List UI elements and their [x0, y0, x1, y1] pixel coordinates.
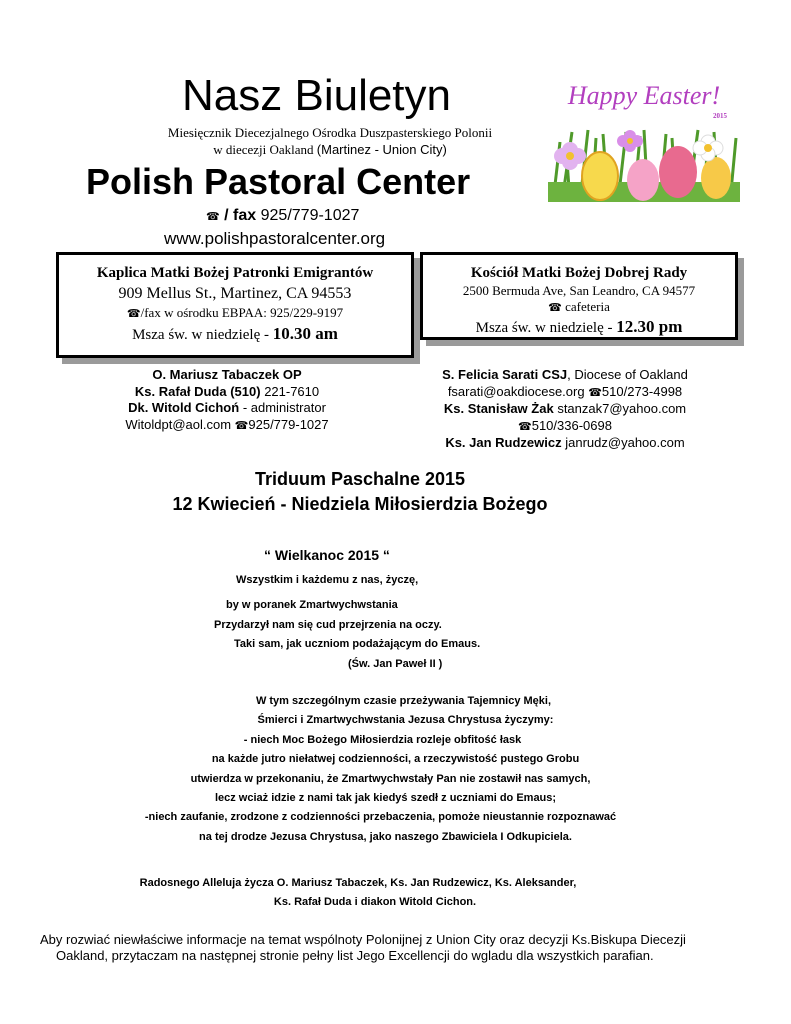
subtitle-line-2	[130, 141, 530, 158]
contact-duda	[110, 384, 344, 401]
contacts-right	[418, 367, 712, 452]
poem-line-2: by w poranek Zmartwychwstania	[226, 599, 398, 611]
poem-title: “ Wielkanoc 2015 “	[264, 547, 390, 563]
contact-phone: 221-7610	[264, 383, 320, 399]
contact-email[interactable]: janrudz@yahoo.com	[565, 435, 685, 450]
contact-name: Ks. Jan Rudzewicz	[445, 435, 562, 450]
section-headings	[100, 467, 620, 517]
phone-icon: ☎	[234, 419, 249, 432]
wish-line: W tym szczególnym czasie przeżywania Tajemnicy Męki,	[255, 695, 552, 707]
contact-sarati	[418, 367, 712, 384]
church1-mass-time: 10.30 am	[272, 324, 338, 343]
church2-mass-time: 12.30 pm	[616, 317, 683, 336]
contact-email[interactable]: fsarati@oakdiocese.org	[447, 383, 585, 399]
contact-email[interactable]: Witoldpt@aol.com	[125, 416, 232, 432]
phone-icon: ☎	[548, 302, 562, 314]
church1-mass	[59, 323, 411, 346]
contact-phone: 510/336-0698	[531, 417, 612, 433]
easter-image	[548, 72, 740, 202]
contact-phone: 510/273-4998	[601, 383, 683, 399]
wish-line: Śmierci i Zmartwychwstania Jezusa Chrystusa życzymy:	[257, 714, 554, 727]
contact-email[interactable]: stanzak7@yahoo.com	[557, 401, 687, 416]
footer-note	[40, 932, 780, 964]
contact-zak	[418, 401, 712, 418]
church2-address: 2500 Bermuda Ave, San Leandro, CA 94577	[462, 283, 696, 298]
phone-icon: ☎	[518, 420, 532, 433]
bulletin-title: Nasz Biuletyn	[182, 71, 452, 120]
church2-mass-label: Msza św. w niedzielę -	[475, 320, 613, 336]
church1-phone: /fax w ośrodku EBPAA: 925/229-9197	[140, 305, 344, 320]
wishes-block	[0, 692, 791, 847]
wish-line: na każde jutro niełatwej codzienności, a rzeczywistość pustego Grobu	[211, 753, 580, 766]
church2-phone: cafeteria	[565, 299, 610, 314]
church-box-martinez	[56, 252, 414, 358]
heading-triduum: Triduum Paschalne 2015	[254, 469, 466, 489]
church2-phone-line	[423, 299, 735, 316]
contact-role: - administrator	[242, 400, 326, 415]
contact-cichon	[110, 400, 344, 417]
contact-name: S. Felicia Sarati CSJ	[442, 367, 568, 382]
church1-mass-label: Msza św. w niedzielę -	[132, 327, 269, 343]
phone-number: 925/779-1027	[260, 207, 360, 224]
subtitle-diocese: w diecezji Oakland	[213, 142, 314, 157]
contact-name: Dk. Witold Cichoń	[128, 400, 240, 415]
wishes-signature-2: Ks. Rafał Duda i diakon Witold Cichon.	[273, 896, 477, 908]
center-phone	[206, 206, 359, 227]
center-name: Polish Pastoral Center	[86, 161, 471, 202]
contacts-left	[110, 367, 344, 434]
wish-line: na tej drodze Jezusa Chrystusa, jako naszego Zbawiciela I Odkupiciela.	[199, 830, 572, 843]
easter-year: 2015	[713, 112, 727, 120]
footer-line-2: Oakland, przytaczam na następnej stronie pełny list Jego Excellencji do wgladu dla wszystkich parafian.	[56, 948, 654, 963]
contact-sarati-email	[418, 384, 712, 402]
poem-line-3: Przydarzył nam się cud przejrzenia na oczy.	[214, 619, 442, 631]
wish-line: lecz wciaż idzie z nami tak jak kiedyś szedł z uczniami do Emaus;	[214, 792, 557, 805]
phone-icon: ☎	[206, 211, 220, 223]
wish-line: utwierdza w przekonaniu, że Zmartwychwstały Pan nie zostawił nas samych,	[190, 772, 591, 785]
church1-name: Kaplica Matki Bożej Patronki Emigrantów	[96, 265, 374, 281]
website-link[interactable]: www.polishpastoralcenter.org	[164, 229, 386, 248]
bulletin-subtitle	[130, 124, 530, 158]
church2-name: Kościół Matki Bożej Dobrej Rady	[470, 265, 688, 281]
wish-line: -niech zaufanie, zrodzone z codzienności przebaczenia, pomoże nieustannie rozpoznawać	[144, 811, 617, 824]
phone-label: / fax	[224, 207, 257, 224]
contact-cichon-email	[110, 417, 344, 435]
contact-role: , Diocese of Oakland	[567, 367, 688, 382]
footer-line-1: Aby rozwiać niewłaściwe informacje na temat wspólnoty Polonijnej z Union City oraz decyzji Ks.Biskupa Diecezji	[40, 932, 686, 947]
poem-attribution: (Św. Jan Paweł II )	[348, 658, 443, 670]
phone-icon: ☎	[126, 308, 141, 320]
church2-mass	[423, 316, 735, 339]
contact-tabaczek	[110, 367, 344, 384]
poem-line-1: Wszystkim i każdemu z nas, życzę,	[236, 574, 419, 586]
easter-text: Happy Easter!	[567, 81, 721, 110]
contact-phone: 925/779-1027	[248, 416, 329, 432]
subtitle-cities: (Martinez - Union City)	[316, 142, 447, 157]
contact-name: Ks. Rafał Duda (510)	[134, 383, 261, 399]
church-box-san-leandro	[420, 252, 738, 340]
contact-name: O. Mariusz Tabaczek OP	[152, 367, 302, 382]
heading-divine-mercy: 12 Kwiecień - Niedziela Miłosierdzia Bożego	[172, 494, 548, 514]
wishes-signature-1: Radosnego Alleluja życza O. Mariusz Tabaczek, Ks. Jan Rudzewicz, Ks. Aleksander,	[139, 877, 577, 889]
church1-phone-line	[59, 304, 411, 323]
phone-icon: ☎	[588, 386, 602, 399]
contact-rudzewicz	[418, 435, 712, 452]
contact-zak-phone	[418, 418, 712, 436]
poem-line-4: Taki sam, jak uczniom podażającym do Emaus.	[234, 638, 481, 650]
subtitle-line-1: Miesięcznik Diecezjalnego Ośrodka Duszpasterskiego Polonii	[167, 125, 493, 140]
contact-name: Ks. Stanisław Żak	[443, 401, 554, 416]
wish-line: - niech Moc Bożego Miłosierdzia rozleje obfitość łask	[243, 733, 522, 746]
church1-address: 909 Mellus St., Martinez, CA 94553	[118, 285, 352, 302]
